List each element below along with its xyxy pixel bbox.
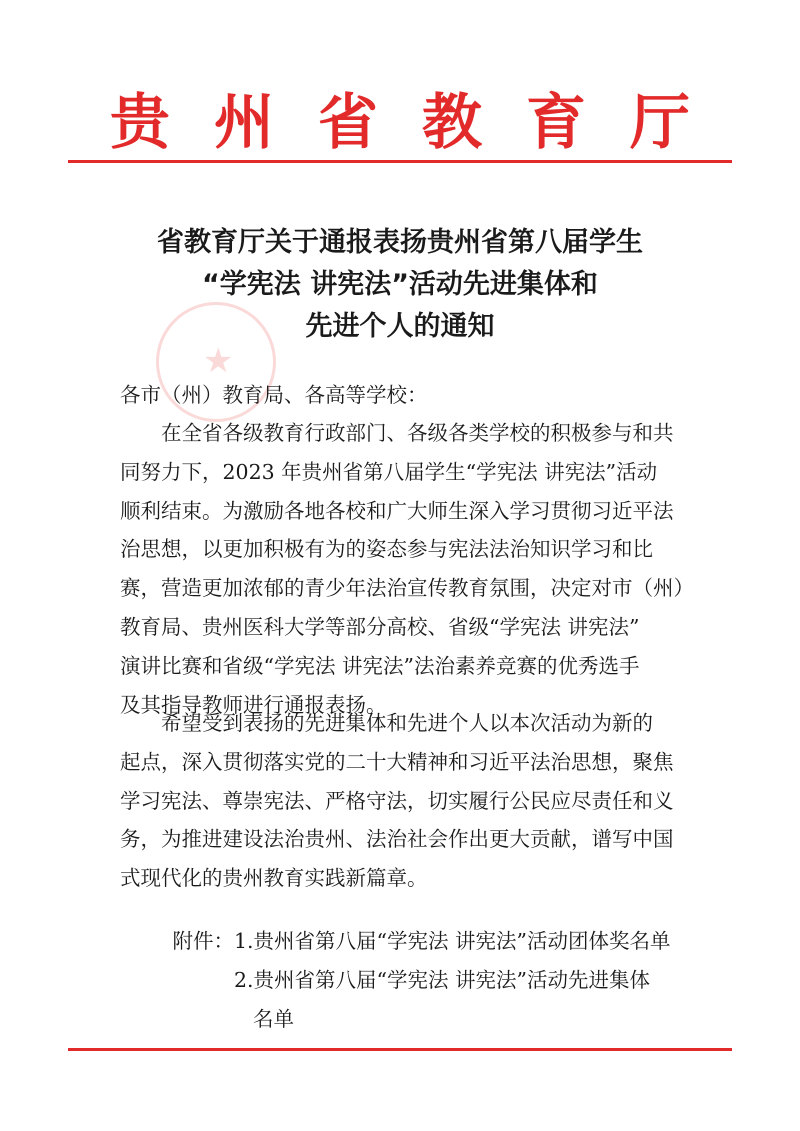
footer-red-rule [68, 1048, 732, 1051]
attachment-item-1 [120, 922, 700, 961]
paragraph-line: 及其指导教师进行通报表扬。 [120, 692, 387, 717]
paragraph-line: 式现代化的贵州教育实践新篇章。 [120, 866, 428, 891]
document-title [60, 222, 740, 348]
paragraph-line: 教育局、贵州医科大学等部分高校、省级“学宪法 讲宪法” [120, 614, 640, 639]
paragraph-line: 学习宪法、尊崇宪法、严格守法，切实履行公民应尽责任和义 [120, 788, 674, 813]
paragraph-line: 起点，深入贯彻落实党的二十大精神和习近平法治思想，聚焦 [120, 749, 674, 774]
salutation-text: 各市（州）教育局、各高等学校： [120, 383, 428, 407]
letterhead-red-rule [68, 160, 732, 163]
attachments-label: 附件： [172, 929, 234, 953]
paragraph-line: 赛，营造更加浓郁的青少年法治宣传教育氛围，决定对市（州） [120, 576, 694, 601]
attachments-list [120, 922, 700, 1038]
title-line-2: “学宪法 讲宪法”活动先进集体和 [202, 269, 598, 300]
seal-star-icon: ★ [203, 341, 234, 381]
paragraph-line: 在全省各级教育行政部门、各级各类学校的积极参与和共 [161, 421, 674, 445]
salutation [120, 376, 700, 415]
paragraph-line: 演讲比赛和省级“学宪法 讲宪法”法治素养竞赛的优秀选手 [120, 653, 640, 678]
attachment-item-2 [120, 961, 700, 1000]
paragraph-line: 顺利结束。为激励各地各校和广大师生深入学习贯彻习近平法 [120, 498, 674, 523]
attachment-item-2-continued [120, 1000, 700, 1039]
attachment-text: 1.贵州省第八届“学宪法 讲宪法”活动团体奖名单 [234, 929, 671, 953]
paragraph-line: 治思想，以更加积极有为的姿态参与宪法法治知识学习和比 [120, 537, 653, 562]
paragraph-2 [120, 704, 700, 898]
title-line-3: 先进个人的通知 [305, 311, 495, 342]
letterhead-org-name: 贵州省教育厅 [110, 88, 734, 158]
title-line-1: 省教育厅关于通报表扬贵州省第八届学生 [157, 227, 643, 258]
paragraph-line: 希望受到表扬的先进集体和先进个人以本次活动为新的 [161, 711, 653, 735]
attachment-text: 名单 [253, 1006, 294, 1031]
attachment-text: 2.贵州省第八届“学宪法 讲宪法”活动先进集体 [234, 967, 651, 992]
paragraph-line: 务，为推进建设法治贵州、法治社会作出更大贡献，谱写中国 [120, 827, 674, 852]
paragraph-line: 同努力下，2023 年贵州省第八届学生“学宪法 讲宪法”活动 [120, 459, 658, 484]
paragraph-1 [120, 414, 700, 724]
